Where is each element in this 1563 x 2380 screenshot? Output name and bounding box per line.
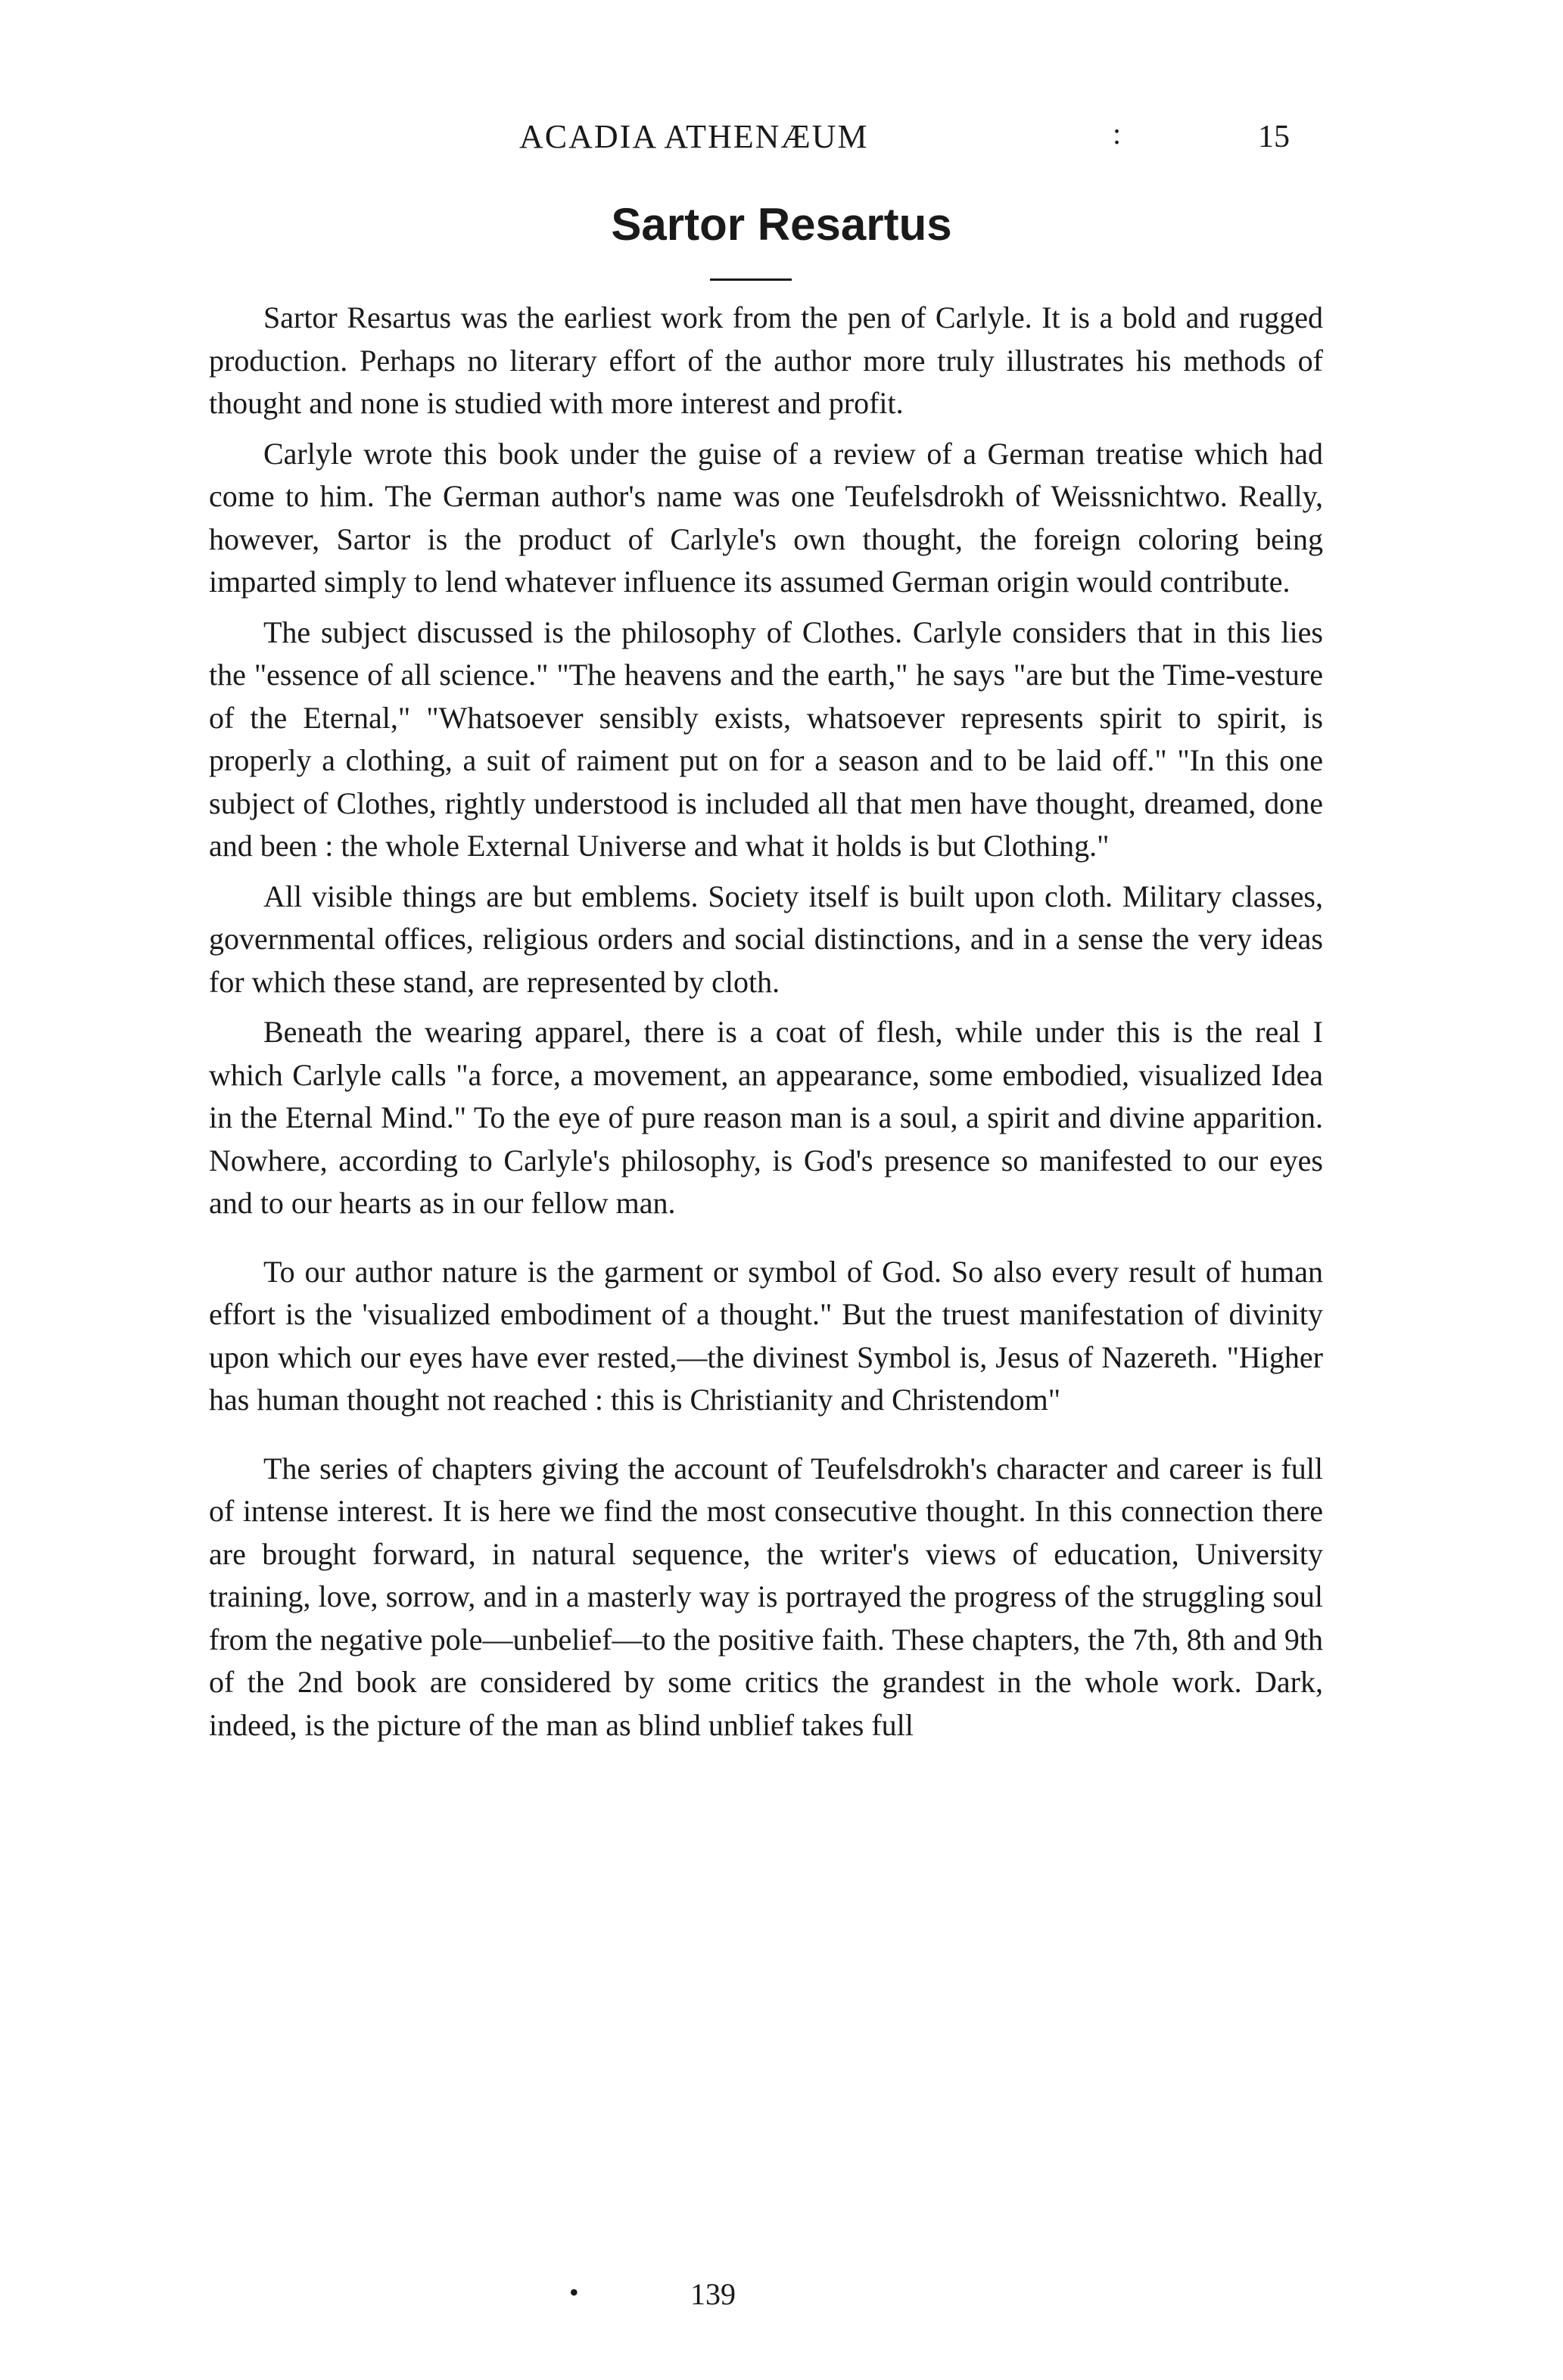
header-colon: :: [1113, 117, 1122, 151]
journal-name: ACADIA ATHENÆUM: [519, 118, 869, 155]
paragraph-2: Carlyle wrote this book under the guise of a review of a German treatise which had come to him. The German author's name was one Teufelsdrokh of Weissnichtwo. Really, however, Sartor is the product of Carlyle's own thought, the foreign coloring being imparted simply to lend whatever influence its assumed German origin would contribute.: [209, 436, 1323, 599]
paragraph-1: Sartor Resartus was the earliest work from the pen of Carlyle. It is a bold and rugged production. Perhaps no literary effort of the author more truly illustrates his methods of thought and none is studied with more interest and profit.: [209, 300, 1323, 420]
title-rule: [710, 278, 792, 281]
paragraph-3: The subject discussed is the philosophy of Clothes. Carlyle considers that in this lies the "essence of all science." "The heavens and the earth," he says "are but the Time-vesture of the Eternal," "Whatsoever sensibly exists, whatsoever represents spirit to spirit, is properly a clothing, a suit of raiment put on for a season and to be laid off." "In this one subject of Clothes, rightly understood is included all that men have thought, dreamed, done and been : the whole External Universe and what it holds is but Clothing.": [209, 614, 1323, 863]
paragraph-5: Beneath the wearing apparel, there is a coat of flesh, while under this is the real I which Carlyle calls "a force, a movement, an appearance, some embodied, visualized Idea in the Eternal Mind." To the eye of pure reason man is a soul, a spirit and divine apparition. Nowhere, according to Carlyle's philosophy, is God's presence so manifested to our eyes and to our hearts as in our fellow man.: [209, 1015, 1323, 1220]
paragraph-6: To our author nature is the garment or symbol of God. So also every result of human effort is the 'visualized embodiment of a thought." But the truest manifestation of divinity upon which our eyes have ever rested,—the divinest Symbol is, Jesus of Nazereth. "Higher has human thought not reached : this is Christianity and Christendom": [209, 1254, 1323, 1417]
paragraph-7: The series of chapters giving the account of Teufelsdrokh's character and career is full of intense interest. It is here we find the most consecutive thought. In this connection there are brought forward, in natural sequence, the writer's views of education, University training, love, sorrow, and in a masterly way is portrayed the progress of the struggling soul from the negative pole—unbelief—to the positive faith. These chapters, the 7th, 8th and 9th of the 2nd book are considered by some critics the grandest in the whole work. Dark, indeed, is the picture of the man as blind unblief takes full: [209, 1451, 1323, 1742]
article-body: [209, 297, 1323, 1747]
paragraph-4: All visible things are but emblems. Society itself is built upon cloth. Military classes, governmental offices, religious orders and social distinctions, and in a sense the very ideas for which these stand, are represented by cloth.: [209, 879, 1323, 999]
footer-folio: 139: [690, 2277, 736, 2311]
footer-mark: •: [569, 2277, 579, 2307]
running-header: [0, 117, 1563, 163]
article-title: Sartor Resartus: [611, 199, 952, 250]
header-page-number: 15: [1258, 120, 1290, 154]
